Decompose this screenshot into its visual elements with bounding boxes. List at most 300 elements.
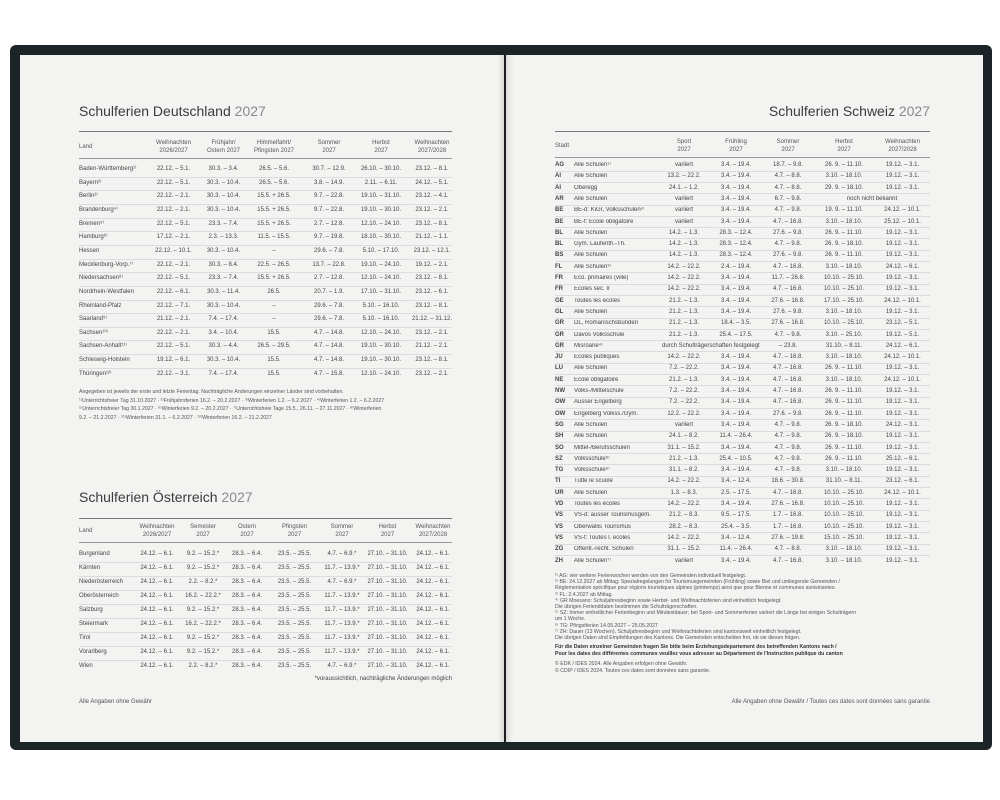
table-cell: 26. 9. – 18.10.	[824, 433, 864, 440]
table-cell: 29.6. – 7.8.	[313, 247, 345, 254]
table-cell: 23.12. – 2.1.	[415, 329, 449, 336]
table-cell: 22.12. – 5.1.	[156, 179, 191, 186]
table-cell: 3.4. – 19.4.	[720, 399, 752, 406]
table-cell: 14.2. – 22.2.	[667, 354, 701, 361]
ch-title: Schulferien Schweiz 2027	[768, 103, 930, 119]
table-cell: 27.10. – 31.10.	[367, 564, 408, 571]
table-cell: 15.5. + 26.5.	[257, 275, 291, 282]
canton-code: FL	[555, 263, 563, 270]
canton-code: BE	[555, 218, 564, 225]
table-cell: 27.10. – 31.10.	[367, 634, 408, 641]
table-cell: 24.12. – 6.1.	[416, 564, 450, 571]
table-cell: 24.12. – 6.1.	[140, 662, 174, 669]
table-cell: 4.7. – 6.9.*	[327, 578, 357, 585]
table-cell: 24.12. – 6.1.	[416, 620, 450, 627]
table-cell: 24.12. – 10.1.	[884, 297, 921, 304]
row-label: Oberösterreich	[79, 592, 119, 599]
row-label: Niederösterreich	[79, 578, 124, 585]
canton-code: AI	[555, 173, 561, 180]
table-cell: 4.7. – 16.8.	[772, 557, 804, 564]
table-cell: durch Schulträgerschaften festgelegt	[662, 342, 760, 349]
school-type: Ausser Engelberg	[574, 399, 622, 406]
school-type: Toutes les écoles	[574, 501, 621, 507]
column-header: 2027	[335, 532, 349, 538]
table-cell: 23.12. – 8.1.	[415, 302, 449, 309]
row-divider	[555, 397, 930, 398]
table-cell: 10.10. – 25.10.	[823, 275, 865, 281]
column-header: Land	[79, 528, 93, 534]
row-divider	[79, 562, 452, 563]
table-cell: 4.7. – 16.8.	[772, 263, 804, 270]
row-divider	[79, 632, 452, 633]
table-cell: 3.10. – 18.10.	[825, 308, 863, 315]
footnote: Die übrigen Ferienddaten bestimmen die Schulträgerschaften.	[555, 604, 698, 610]
school-type: VS-f: Toutes l. écoles	[574, 534, 631, 541]
table-cell: 1.7. – 16.8.	[772, 523, 804, 530]
row-label: Wien	[79, 662, 93, 669]
row-divider	[555, 408, 930, 409]
table-cell: 22.5. – 26.5.	[257, 261, 291, 268]
canton-code: ZG	[555, 546, 564, 553]
school-type: Alle Schulen	[574, 365, 608, 372]
table-cell: 9.2. – 15.2.*	[186, 648, 220, 655]
row-label: Tirol	[79, 634, 91, 641]
canton-code: BE	[555, 207, 564, 214]
table-cell: – 23.8.	[778, 342, 798, 349]
canton-code: VS	[555, 534, 564, 541]
table-cell: 15.5. + 26.5.	[257, 220, 291, 227]
column-header: 2027	[322, 148, 336, 154]
table-cell: 26.5. – 5.6.	[258, 166, 290, 172]
row-divider	[555, 544, 930, 545]
column-header: Herbst	[835, 139, 853, 145]
table-cell: 3.4. – 19.4.	[720, 286, 752, 293]
table-cell: 9.7. – 22.8.	[313, 206, 345, 213]
table-cell: 9.7. – 22.8.	[313, 193, 345, 200]
table-cell: 11.4. – 26.4.	[719, 433, 753, 440]
table-cell: 19.12. – 3.1.	[885, 557, 920, 564]
column-header: 2026/2027	[159, 148, 188, 154]
table-cell: 19.10. – 30.10.	[360, 206, 402, 213]
table-cell: 19.12. – 3.1.	[885, 275, 920, 281]
school-type: Volksschule⁵⁾	[574, 455, 610, 462]
table-cell: 3.4. – 19.4.	[720, 308, 752, 315]
row-label: Nordrhein-Westfalen	[79, 288, 134, 295]
table-cell: 12.10. – 24.10.	[360, 370, 402, 377]
column-header: 2027	[196, 532, 210, 538]
table-cell: 4.7. – 16.8.	[772, 376, 804, 383]
table-cell: 30.3. – 10.4.	[206, 302, 241, 309]
table-cell: 3.10. – 18.10.	[825, 557, 863, 564]
table-cell: 30.3. – 8.4.	[208, 261, 239, 268]
table-cell: 5.10. – 16.10.	[362, 316, 400, 323]
canton-code: GR	[555, 342, 564, 349]
column-header: Sommer	[776, 139, 800, 145]
row-divider	[79, 354, 452, 355]
column-header: Ostern	[237, 524, 256, 530]
row-label: Schleswig-Holstein	[79, 357, 130, 364]
table-cell: 22.12. – 2.1.	[156, 329, 191, 336]
footnote: ⁵⁾Unterrichtsfreier Tag 30.1.2027 · ⁶⁾Winterferien 9.2. – 20.2.2027 · ⁷⁾Unterrichtsfreie Tage 15.5., 26.11. – 27.11.2027 · ⁸⁾Winterferien	[79, 406, 382, 412]
table-cell: 3.4. – 19.4.	[720, 184, 752, 191]
table-cell: 14.2. – 22.2.	[667, 286, 701, 293]
table-cell: 24.12. – 6.1.	[416, 662, 450, 669]
table-cell: 26.5. – 29.5.	[257, 343, 291, 350]
table-cell: 18.4. – 3.5.	[720, 320, 752, 327]
table-cell: 7.2. – 22.2.	[668, 399, 700, 406]
table-cell: 3.4. – 19.4.	[720, 173, 752, 180]
ch-top-rule	[555, 131, 930, 132]
table-cell: 21.12. – 2.1.	[415, 343, 449, 350]
at-note: *voraussichtlich, nachträgliche Änderungen möglich	[314, 676, 452, 682]
table-cell: 19.10. – 30.10.	[360, 343, 402, 350]
table-cell: 19.12. – 3.1.	[885, 184, 920, 191]
column-header: Pfingsten 2027	[253, 148, 295, 154]
table-cell: 23.12. – 8.1.	[415, 166, 449, 172]
footnote: ⁴⁾ GR Moesano: Schuljahresbeginn sowie Herbst- und Weihnachtsferien sind einheitlich festgelegt.	[555, 597, 782, 604]
table-cell: 21.2. – 1.3.	[668, 308, 700, 315]
table-cell: 19.12. – 3.1.	[885, 410, 920, 417]
canton-code: SG	[555, 421, 564, 428]
column-header: Semester	[190, 524, 216, 530]
table-cell: 28.3. – 6.4.	[231, 564, 263, 571]
table-cell: 26. 9. – 18.10.	[824, 421, 864, 428]
table-cell: variiert	[674, 207, 693, 214]
table-cell: 22.12. – 2.1.	[156, 206, 191, 213]
table-cell: 29. 9. – 18.10.	[824, 184, 864, 191]
column-header: Stadt	[555, 143, 570, 149]
table-cell: 24.12. – 6.1.	[416, 578, 450, 585]
table-cell: 30.7. – 12.9.	[312, 166, 346, 172]
table-cell: 9.7. – 19.8.	[313, 234, 345, 241]
table-cell: 23.5. – 25.5.	[277, 634, 312, 641]
left-page	[20, 55, 504, 742]
table-cell: 17.12. – 2.1.	[156, 234, 191, 241]
table-cell: 3.10. – 18.10.	[825, 263, 863, 270]
table-cell: 24.12. – 6.1.	[140, 648, 174, 655]
canton-code: NW	[555, 388, 565, 394]
table-cell: 4.7. – 6.9.*	[327, 662, 357, 669]
table-cell: 10.10. – 25.10.	[823, 320, 865, 327]
table-cell: 27.6. – 16.8.	[771, 501, 805, 507]
row-divider	[555, 555, 930, 556]
table-cell: 26. 9. – 11.10.	[825, 399, 863, 406]
canton-code: OW	[555, 410, 566, 417]
table-cell: 23.12. – 12.1.	[413, 247, 451, 254]
column-header: Weihnachten	[156, 140, 191, 146]
school-type: Alle Schulen³⁾	[574, 263, 611, 270]
row-divider	[555, 464, 930, 465]
table-cell: 25.4. – 17.5.	[719, 331, 753, 338]
de-title: Schulferien Deutschland 2027	[79, 103, 266, 119]
table-cell: 15.5.	[267, 370, 281, 377]
table-cell: 4.7. – 9.8.	[774, 433, 802, 440]
table-cell: 19.12. – 3.1.	[885, 365, 920, 372]
row-divider	[555, 193, 930, 194]
table-cell: noch nicht bekannt	[846, 195, 898, 202]
school-type: Oberegg	[574, 184, 598, 191]
school-type: Alle Schulen	[574, 195, 608, 202]
table-cell: 24.12. – 6.1.	[140, 620, 174, 627]
school-type: Alle Schulen⁷⁾	[574, 557, 611, 564]
table-cell: 27.10. – 31.10.	[367, 662, 408, 669]
table-cell: 9.2. – 15.2.*	[186, 606, 220, 613]
column-header: Weihnachten	[885, 139, 920, 145]
table-cell: 23.3. – 7.4.	[208, 275, 239, 282]
row-divider	[555, 521, 930, 522]
table-cell: 7.2. – 22.2.	[668, 365, 700, 372]
canton-code: GR	[555, 320, 564, 327]
table-cell: 19.12. – 3.1.	[885, 229, 920, 236]
footnote: ⁵⁾ SZ: Immer einheitlicher Ferienbeginn und Mindestdauer; bei Sport- und Sommerferien variiert die Länge bei einigen Schulträgern	[555, 610, 857, 617]
table-cell: 4.7. – 14.8.	[313, 357, 345, 364]
table-cell: 2.7. – 12.8.	[313, 220, 345, 227]
table-cell: 3.10. – 25.10.	[825, 331, 863, 338]
table-cell: 3.10. – 18.10.	[825, 218, 863, 225]
row-label: Sachsen-Anhalt¹¹⁾	[79, 343, 127, 350]
table-cell: 26. 9. – 11.10.	[825, 252, 863, 259]
table-cell: 27.10. – 31.10.	[367, 620, 408, 627]
table-cell: 3.4. – 19.4.	[720, 365, 752, 372]
footnote: ¹⁾Unterrichtsfreier Tag 31.10.2027 · ²⁾Frühjahrsferien 16.2. – 20.2.2027 · ³⁾Winterferien 1.2. – 6.2.2027 · ⁴⁾Winterferien 1.2. – 6.2.2027	[79, 397, 385, 404]
table-cell: 1.3. – 8.3.	[670, 489, 698, 496]
table-cell: 25.12. – 6.1.	[885, 455, 920, 462]
table-cell: 2.7. – 12.8.	[313, 275, 345, 282]
column-header: Weihnachten	[139, 524, 175, 530]
table-cell: 21.2. – 1.3.	[668, 455, 700, 462]
table-cell: 5.10. – 17.10.	[362, 247, 400, 254]
canton-code: TI	[555, 478, 561, 485]
row-label: Burgenland	[79, 551, 110, 557]
book-gutter	[498, 55, 514, 742]
table-cell: 24.12. – 10.1.	[884, 354, 921, 361]
row-divider	[555, 329, 930, 330]
table-cell: 10.10. – 25.10.	[823, 489, 865, 496]
table-cell: 7.4. – 17.4.	[208, 370, 239, 377]
table-cell: 3.10. – 18.10.	[825, 376, 863, 383]
column-header: Pfingsten	[281, 524, 308, 530]
table-cell: 28.2. – 8.3.	[668, 523, 700, 530]
table-cell: 21.2. – 1.3.	[668, 320, 700, 327]
header-rule	[79, 158, 452, 159]
table-cell: 30.3. – 4.4.	[208, 343, 239, 350]
table-cell: 3.10. – 18.10.	[825, 546, 863, 553]
row-label: Kärnten	[79, 564, 101, 571]
row-divider	[555, 340, 930, 341]
school-type: Ecole obligatoire	[574, 376, 619, 383]
table-cell: 2.2. – 8.2.*	[188, 662, 218, 669]
table-cell: 19.12. – 3.1.	[885, 534, 920, 541]
table-cell: 13.2. – 22.2.	[667, 173, 701, 180]
table-cell: 31.1. – 15.2.	[667, 546, 701, 553]
table-cell: 4.7. – 9.8.	[774, 331, 802, 338]
table-cell: 14.2. – 1.3.	[668, 229, 700, 236]
row-label: Vorarlberg	[79, 648, 107, 655]
table-cell: 4.7. – 6.9.*	[327, 551, 357, 557]
canton-code: FR	[555, 286, 563, 293]
table-cell: 4.7. – 16.8.	[772, 354, 804, 361]
row-label: Sachsen¹⁰⁾	[79, 329, 109, 336]
table-cell: 22.12. – 5.1.	[156, 343, 191, 350]
table-cell: 11.5. – 15.5.	[257, 234, 291, 241]
table-cell: 21.2. – 1.3.	[668, 297, 700, 304]
school-type: Alle Schulen	[574, 489, 608, 496]
table-cell: 9.2. – 15.2.*	[186, 551, 220, 557]
table-cell: 12.10. – 24.10.	[360, 220, 402, 227]
table-cell: 11.7. – 13.9.*	[324, 606, 360, 613]
table-cell: 2.2. – 8.2.*	[188, 578, 218, 585]
table-cell: 12.10. – 24.10.	[360, 329, 402, 336]
table-cell: 19.12. – 3.1.	[885, 501, 920, 507]
table-cell: 4.7. – 16.8.	[772, 286, 804, 293]
table-cell: 23.12. – 6.1.	[885, 478, 920, 485]
row-divider	[555, 498, 930, 499]
row-divider	[555, 227, 930, 228]
row-label: Brandenburg⁴⁾	[79, 206, 118, 213]
table-cell: –	[272, 302, 276, 309]
table-cell: 27.6. – 16.8.	[771, 320, 805, 327]
table-cell: 4.7. – 16.8.	[772, 399, 804, 406]
table-cell: 23.12. – 8.1.	[415, 357, 449, 364]
table-cell: 4.7. – 9.8.	[774, 455, 802, 462]
table-cell: 15.5. + 26.5.	[257, 206, 291, 213]
school-type: Eco. primaires (ville)	[574, 275, 629, 281]
table-cell: 3.4. – 19.4.	[720, 388, 752, 394]
table-cell: 3.4. – 10.4.	[208, 329, 239, 336]
table-cell: 27.6. – 9.8.	[772, 252, 804, 259]
school-type: Davos Volksschule	[574, 331, 625, 338]
header-rule	[555, 157, 930, 158]
row-divider	[79, 646, 452, 647]
row-divider	[555, 318, 930, 319]
table-cell: 23.5. – 25.5.	[277, 606, 312, 613]
table-cell: 27.6. – 9.8.	[772, 229, 804, 236]
table-cell: 2.4. – 19.4.	[720, 263, 752, 270]
school-type: BE-d: KiGr, Volksschulen²⁾	[574, 207, 645, 214]
row-divider	[79, 313, 452, 314]
school-type: Alle Schulen	[574, 252, 608, 259]
row-label: Niedersachsen⁸⁾	[79, 275, 124, 282]
row-label: Hamburg⁶⁾	[79, 234, 108, 241]
row-divider	[555, 442, 930, 443]
footnote: um 1 Woche.	[555, 616, 586, 623]
table-cell: 23.5. – 25.5.	[277, 648, 312, 655]
table-cell: 22.12. – 6.1.	[156, 288, 191, 295]
table-cell: 31.1. – 8.2.	[668, 467, 700, 474]
table-cell: 22.12. – 10.1.	[155, 247, 192, 254]
table-cell: 9.5. – 17.5.	[720, 512, 752, 519]
canton-code: NE	[555, 376, 564, 383]
table-cell: 22.12. – 5.1.	[156, 220, 191, 227]
school-type: Ecoles sec. II	[574, 286, 610, 293]
table-cell: 27.6. – 9.8.	[772, 410, 804, 417]
table-cell: 14.2. – 22.2.	[667, 501, 701, 507]
table-cell: 25.12. – 10.1.	[884, 218, 921, 225]
row-divider	[79, 576, 452, 577]
column-header: 2027	[380, 532, 395, 538]
row-divider	[79, 190, 452, 191]
column-header: 2027	[677, 147, 691, 153]
table-cell: 22.12. – 3.1.	[156, 370, 191, 377]
table-cell: –	[272, 316, 276, 323]
table-cell: 3.4. – 19.4.	[720, 421, 752, 428]
table-cell: 28.3. – 6.4.	[231, 634, 263, 641]
school-type: Alle Schulen	[574, 173, 608, 180]
table-cell: 16.2. – 22.2.*	[185, 620, 221, 627]
table-cell: 3.4. – 19.4.	[720, 501, 752, 507]
table-cell: 15.10. – 25.10.	[823, 534, 865, 541]
canton-code: AR	[555, 195, 564, 202]
table-cell: 24.12. – 6.1.	[140, 551, 174, 557]
table-cell: 2.3. – 13.3.	[208, 234, 239, 241]
canton-code: ZH	[555, 557, 563, 564]
table-cell: 3.4. – 12.4.	[720, 478, 752, 485]
table-cell: 23.5. – 25.5.	[277, 551, 312, 557]
table-cell: 30.3. – 10.4.	[206, 193, 241, 200]
table-cell: 24.1. – 1.2.	[668, 184, 700, 191]
table-cell: 27.10. – 31.10.	[367, 606, 408, 613]
canton-code: VD	[555, 501, 564, 507]
row-divider	[555, 419, 930, 420]
table-cell: 3.10. – 18.10.	[825, 173, 863, 180]
table-cell: 5.10. – 16.10.	[362, 302, 400, 309]
footnote: ²⁾ BE: 24.12.2027 ab Mittag; Spezialregelungen für Tourismusgemeinden (Frühling) sowie Biel und umliegende Gemeinden /	[555, 579, 840, 586]
row-divider	[79, 272, 452, 273]
table-cell: 18.6. – 30.8.	[771, 478, 805, 485]
canton-code: TG	[555, 467, 564, 474]
column-header: Frühjahr/	[211, 140, 236, 146]
table-cell: 6.7. – 9.8.	[774, 195, 802, 202]
table-cell: 26. 9. – 11.10.	[825, 229, 863, 236]
table-cell: 27.6. – 9.8.	[772, 308, 804, 315]
row-divider	[79, 590, 452, 591]
table-cell: 3.4. – 19.4.	[720, 162, 752, 168]
column-header: 2027/2028	[418, 532, 448, 538]
table-cell: 26. 9. – 11.10.	[825, 388, 863, 394]
table-cell: 23.12. – 5.1.	[885, 320, 920, 327]
table-cell: 11.7. – 13.9.*	[324, 620, 360, 627]
credit-line: © EDK / IDES 2024. Alle Angaben erfolgen ohne Gewähr.	[555, 661, 688, 668]
row-divider	[555, 261, 930, 262]
table-cell: 4.7. – 8.8.	[774, 546, 802, 553]
table-cell: 21.2. – 8.3.	[668, 512, 700, 519]
table-cell: 23.3. – 7.4.	[208, 220, 239, 227]
table-cell: 27.10. – 31.10.	[367, 551, 408, 557]
table-cell: 3.4. – 19.4.	[720, 557, 752, 564]
table-cell: 27.6. – 19.8.	[771, 534, 805, 541]
table-cell: 19.12. – 5.1.	[885, 331, 920, 338]
table-cell: 30.3. – 10.4.	[206, 206, 241, 213]
row-divider	[555, 385, 930, 386]
table-cell: 3.4. – 19.4.	[720, 297, 752, 304]
table-cell: 23.12. – 6.1.	[415, 288, 449, 295]
table-cell: 3.4. – 19.4.	[720, 410, 752, 417]
table-cell: 3.4. – 19.4.	[720, 467, 752, 474]
table-cell: 23.12. – 2.1.	[415, 370, 449, 377]
table-cell: 24.12. – 6.1.	[885, 342, 920, 349]
column-header: 2027/2028	[417, 148, 447, 154]
table-cell: 3.4. – 19.4.	[720, 376, 752, 383]
row-divider	[555, 306, 930, 307]
table-cell: 4.7. – 9.8.	[774, 207, 802, 214]
row-divider	[555, 238, 930, 239]
row-divider	[555, 250, 930, 251]
footnote: ³⁾ FL: 2.4.2027 ab Mittag.	[555, 591, 613, 598]
table-cell: 24.12. – 6.1.	[140, 634, 174, 641]
row-divider	[79, 245, 452, 246]
canton-code: SO	[555, 444, 564, 451]
row-divider	[555, 171, 930, 172]
